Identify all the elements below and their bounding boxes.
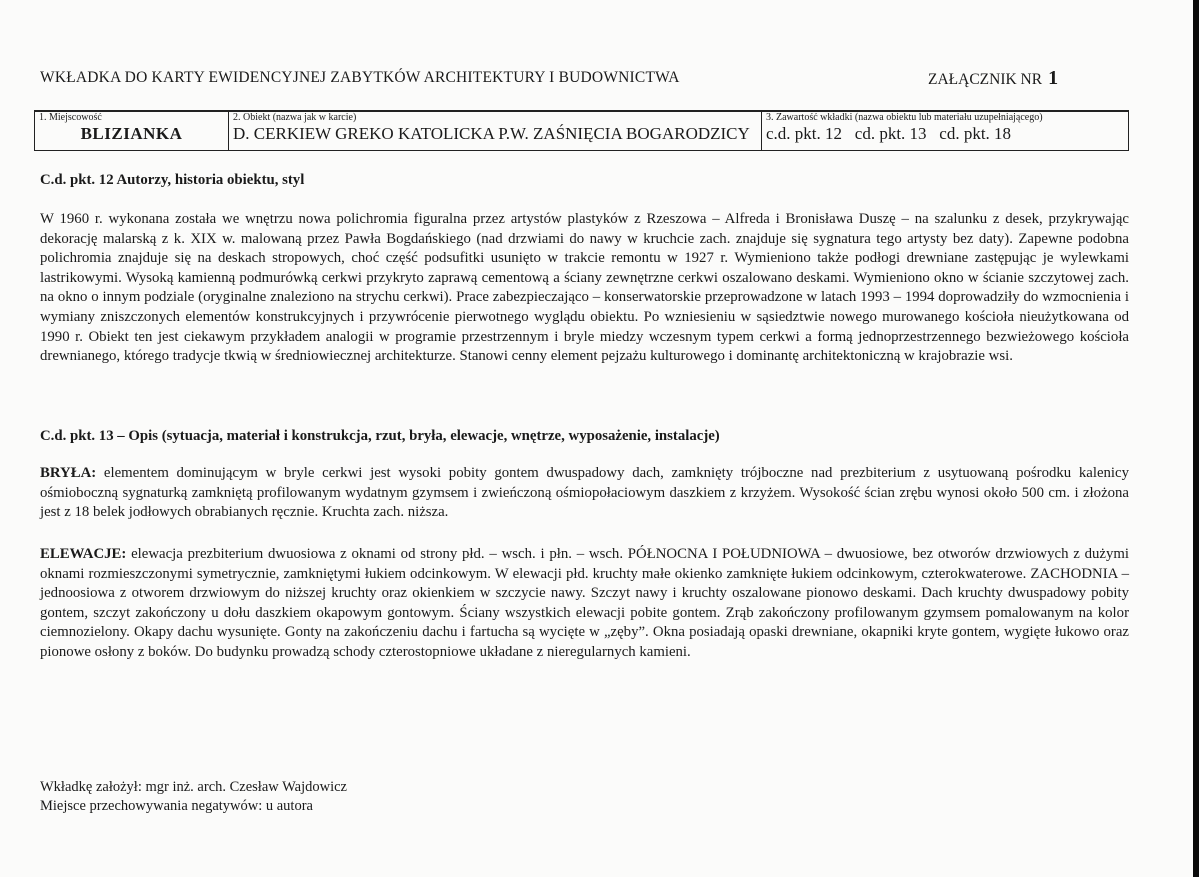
- content-value: c.d. pkt. 12 cd. pkt. 13 cd. pkt. 18: [766, 124, 1012, 143]
- bryla-text: elementem dominującym w bryle cerkwi jest wysoki pobity gontem dwuspadowy dach, zamknięty trójboczne nad prezbiterium z usytuowaną pośrodku kalenicy ośmioboczną sygnaturką zamkniętą profilowanym wydatnym gzymsem i zwieńczoną ośmiopołaciowym daszkiem z krzyżem. Wysokość ścian zrębu wynosi około 500 cm. i złożona jest z 18 belek jodłowych obrabianych ręcznie. Kruchta zach. niższa.: [40, 465, 1129, 521]
- document-title: WKŁADKA DO KARTY EWIDENCYJNEJ ZABYTKÓW ARCHITEKTURY I BUDOWNICTWA: [40, 69, 680, 86]
- locality-field: [35, 111, 229, 151]
- annex-label: [928, 67, 1058, 90]
- footer-author: Wkładkę założył: mgr inż. arch. Czesław Wajdowicz: [40, 779, 347, 795]
- object-field: [229, 111, 762, 151]
- elewacje-text: elewacja prezbiterium dwuosiowa z oknami od strony płd. – wsch. i płn. – wsch. PÓŁNOCNA I POŁUDNIOWA – dwuosiowe, bez otworów drzwiowych z dużymi oknami rozmieszczonymi symetrycznie, zamkniętymi łukiem odcinkowym. W elewacji płd. kruchty małe okienko zamknięte łukiem odcinkowym, czterokwaterowe. ZACHODNIA – jednoosiowa z otworem drzwiowym do niższej kruchty oraz okienkiem w szczycie nawy. Szczyt nawy i kruchty oszalowane pionowo deskami. Dach kruchty dwuspadowy pobity gontem, szczyt zakończony u dołu daszkiem okapowym gontowym. Ściany wszystkich elewacji pobite gontem. Zrąb zakończony profilowanym gzymsem pomalowanym na kolor ciemnozielony. Okapy dachu wysunięte. Gonty na zakończeniu dachu i fartucha są wycięte w „zęby”. Okna posiadają opaski drewniane, okapniki kryte gontem, wygięte łukowo oraz pionowe osłony z boków. Do budynku prowadzą schody czterostopniowe układane z nieregularnych kamieni.: [40, 546, 1129, 660]
- object-value: D. CERKIEW GREKO KATOLICKA P.W. ZAŚNIĘCIA BOGARODZICY: [233, 124, 750, 143]
- header-fields-table: [34, 110, 1129, 151]
- scan-edge: [1193, 0, 1199, 877]
- section-12-heading: C.d. pkt. 12 Autorzy, historia obiektu, styl: [40, 172, 305, 188]
- content-label: 3. Zawartość wkładki (nazwa obiektu lub materiału uzupełniającego): [766, 112, 1043, 123]
- bryla-lead: BRYŁA:: [40, 465, 97, 481]
- annex-label-text: ZAŁĄCZNIK NR: [928, 71, 1043, 88]
- object-label: 2. Obiekt (nazwa jak w karcie): [233, 112, 357, 123]
- elewacje-lead: ELEWACJE:: [40, 546, 127, 562]
- section-12-text: W 1960 r. wykonana została we wnętrzu nowa polichromia figuralna przez artystów plastyków z Rzeszowa – Alfreda i Bronisława Duszę – na szalunku z desek, przykrywając dekorację malarską z k. XIX w. malowaną przez Pawła Bogdańskiego (nad drzwiami do nawy w kruchcie zach. znajduje się sygnatura tego artysty bez daty). Zapewne podobna polichromia znajduje się na deskach stropowych, choć część podsufitki usunięto w trakcie remontu w 1927 r. Wymieniono także podłogi drewniane zastępując je wylewkami lastrikowymi. Wysoką kamienną podmurówką cerkwi przykryto zaprawą cementową a ściany zewnętrzne cerkwi oszalowano deskami. Wymieniono okno w ścianie szczytowej zach. na okno o innym podziale (oryginalne znaleziono na strychu cerkwi). Prace zabezpieczająco – konserwatorskie przeprowadzone w latach 1993 – 1994 doprowadziły do wzmocnienia i wymiany zniszczonych elementów konstrukcyjnych i przywrócenie pierwotnego wyglądu obiektu. Po wzniesieniu w sąsiedztwie nowego murowanego kościoła nieużytkowana od 1990 r. Obiekt ten jest ciekawym przykładem analogii w programie przestrzennym i bryle miedzy wczesnym typem cerkwi a formą jednoprzestrzennego bezwieżowego kościoła drewnianego, którego tradycje tkwią w średniowiecznej architekturze. Stanowi cenny element pejzażu kulturowego i dominantę architektoniczną w krajobrazie wsi.: [40, 211, 1129, 365]
- content-field: [762, 111, 1129, 151]
- locality-label: 1. Miejscowość: [39, 112, 102, 123]
- locality-value: BLIZIANKA: [80, 124, 183, 143]
- footer-negatives: Miejsce przechowywania negatywów: u autora: [40, 798, 313, 814]
- annex-number: 1: [1048, 67, 1059, 89]
- elewacje-paragraph: [40, 545, 1129, 663]
- bryla-paragraph: [40, 464, 1129, 523]
- section-13-heading: C.d. pkt. 13 – Opis (sytuacja, materiał i konstrukcja, rzut, bryła, elewacje, wnętrze, wyposażenie, instalacje): [40, 428, 720, 444]
